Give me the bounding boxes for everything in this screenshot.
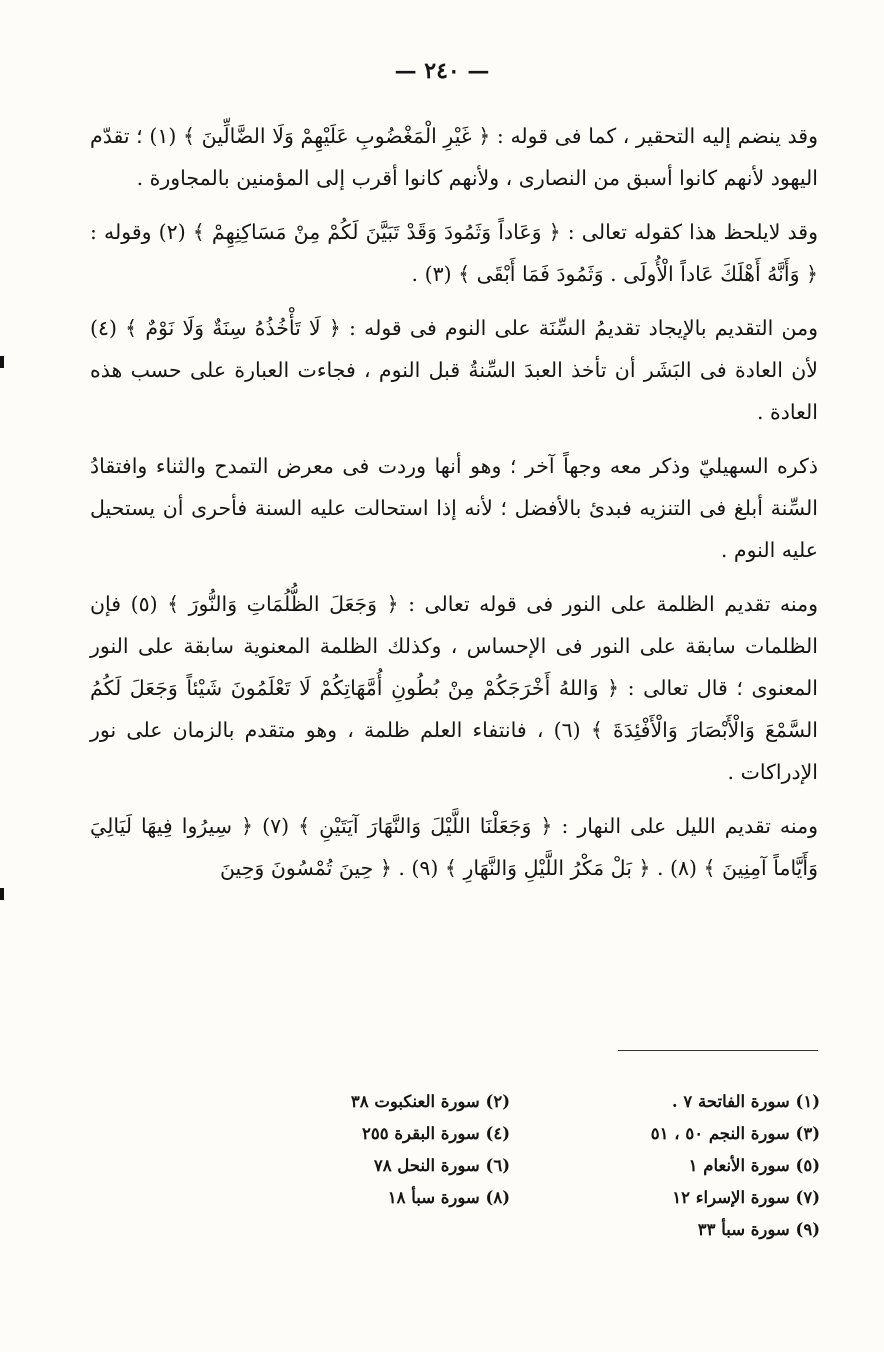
page-number: — ٢٤٠ —	[394, 58, 490, 84]
paragraph: ومن التقديم بالإيجاد تقديمُ السِّنَة على النوم فى قوله : ﴿ لَا تَأْخُذُهُ سِنَةٌ وَلَا نَوْمٌ ﴾ (٤) لأن العادة فى البَشَر أن تأخذ العبدَ السِّنةُ قبل النوم ، فجاءت العبارة على حسب هذه العادة .	[90, 316, 818, 424]
footnote: (٤) سورة البقرة ٢٥٥	[362, 1124, 510, 1143]
footnote-divider	[618, 1050, 818, 1051]
footnote: (٩) سورة سبأ ٣٣	[697, 1220, 820, 1239]
footnote: (٢) سورة العنكبوت ٣٨	[350, 1092, 510, 1111]
paragraph: وقد ينضم إليه التحقير ، كما فى قوله : ﴿ غَيْرِ الْمَغْضُوبِ عَلَيْهِمْ وَلَا الضَّالِّينَ ﴾ (١) ؛ تقدّم اليهود لأنهم كانوا أسبق من النصارى ، ولأنهم كانوا أقرب إلى المؤمنين بالمجاورة .	[90, 124, 818, 190]
footnote: (٧) سورة الإسراء ١٢	[672, 1188, 820, 1207]
footnotes	[200, 1086, 820, 1246]
footnote: (٦) سورة النحل ٧٨	[373, 1156, 510, 1175]
footnotes-right-column	[510, 1086, 820, 1246]
paragraph: وقد لايلحظ هذا كقوله تعالى : ﴿ وَعَاداً وَثَمُودَ وَقَدْ تَبَيَّنَ لَكُمْ مِنْ مَسَاكِنِهِمْ ﴾ (٢) وقوله : ﴿ وَأَنَّهُ أَهْلَكَ عَاداً الْأُولَى . وَثَمُودَ فَمَا أَبْقَى ﴾ (٣) .	[90, 220, 818, 286]
footnote: (١) سورة الفاتحة ٧ .	[671, 1092, 820, 1111]
main-text	[90, 115, 818, 889]
paragraph: ومنه تقديم الظلمة على النور فى قوله تعالى : ﴿ وَجَعَلَ الظُّلُمَاتِ وَالنُّورَ ﴾ (٥) فإن الظلمات سابقة على النور فى الإحساس ، وكذلك الظلمة المعنوية سابقة على النور المعنوى ؛ قال تعالى : ﴿ وَاللهُ أَخْرَجَكُمْ مِنْ بُطُونِ أُمَّهَاتِكُمْ لَا تَعْلَمُونَ شَيْئاً وَجَعَلَ لَكُمُ السَّمْعَ وَالْأَبْصَارَ وَالْأَفْئِدَةَ ﴾ (٦) ، فانتفاء العلم ظلمة ، وهو متقدم بالزمان على نور الإدراكات .	[90, 592, 818, 784]
scan-edge-mark	[0, 888, 4, 900]
footnote: (٥) سورة الأنعام ١	[688, 1156, 820, 1175]
footnotes-left-column	[200, 1086, 510, 1214]
scan-edge-mark	[0, 356, 4, 368]
footnote: (٨) سورة سبأ ١٨	[387, 1188, 510, 1207]
paragraph: ذكره السهيليّ وذكر معه وجهاً آخر ؛ وهو أنها وردت فى معرض التمدح والثناء وافتقادُ السِّنة أبلغ فى التنزيه فبدئ بالأفضل ؛ لأنه إذا استحالت عليه السنة فأحرى أن يستحيل عليه النوم .	[90, 454, 818, 562]
footnote: (٣) سورة النجم ٥٠ ، ٥١	[650, 1124, 820, 1143]
paragraph: ومنه تقديم الليل على النهار : ﴿ وَجَعَلْنَا اللَّيْلَ وَالنَّهَارَ آيَتَيْنِ ﴾ (٧) ﴿ سِيرُوا فِيهَا لَيَالِيَ وَأَيَّاماً آمِنِينَ ﴾ (٨) . ﴿ بَلْ مَكْرُ اللَّيْلِ وَالنَّهَارِ ﴾ (٩) . ﴿ حِينَ تُمْسُونَ وَحِينَ	[90, 814, 818, 880]
